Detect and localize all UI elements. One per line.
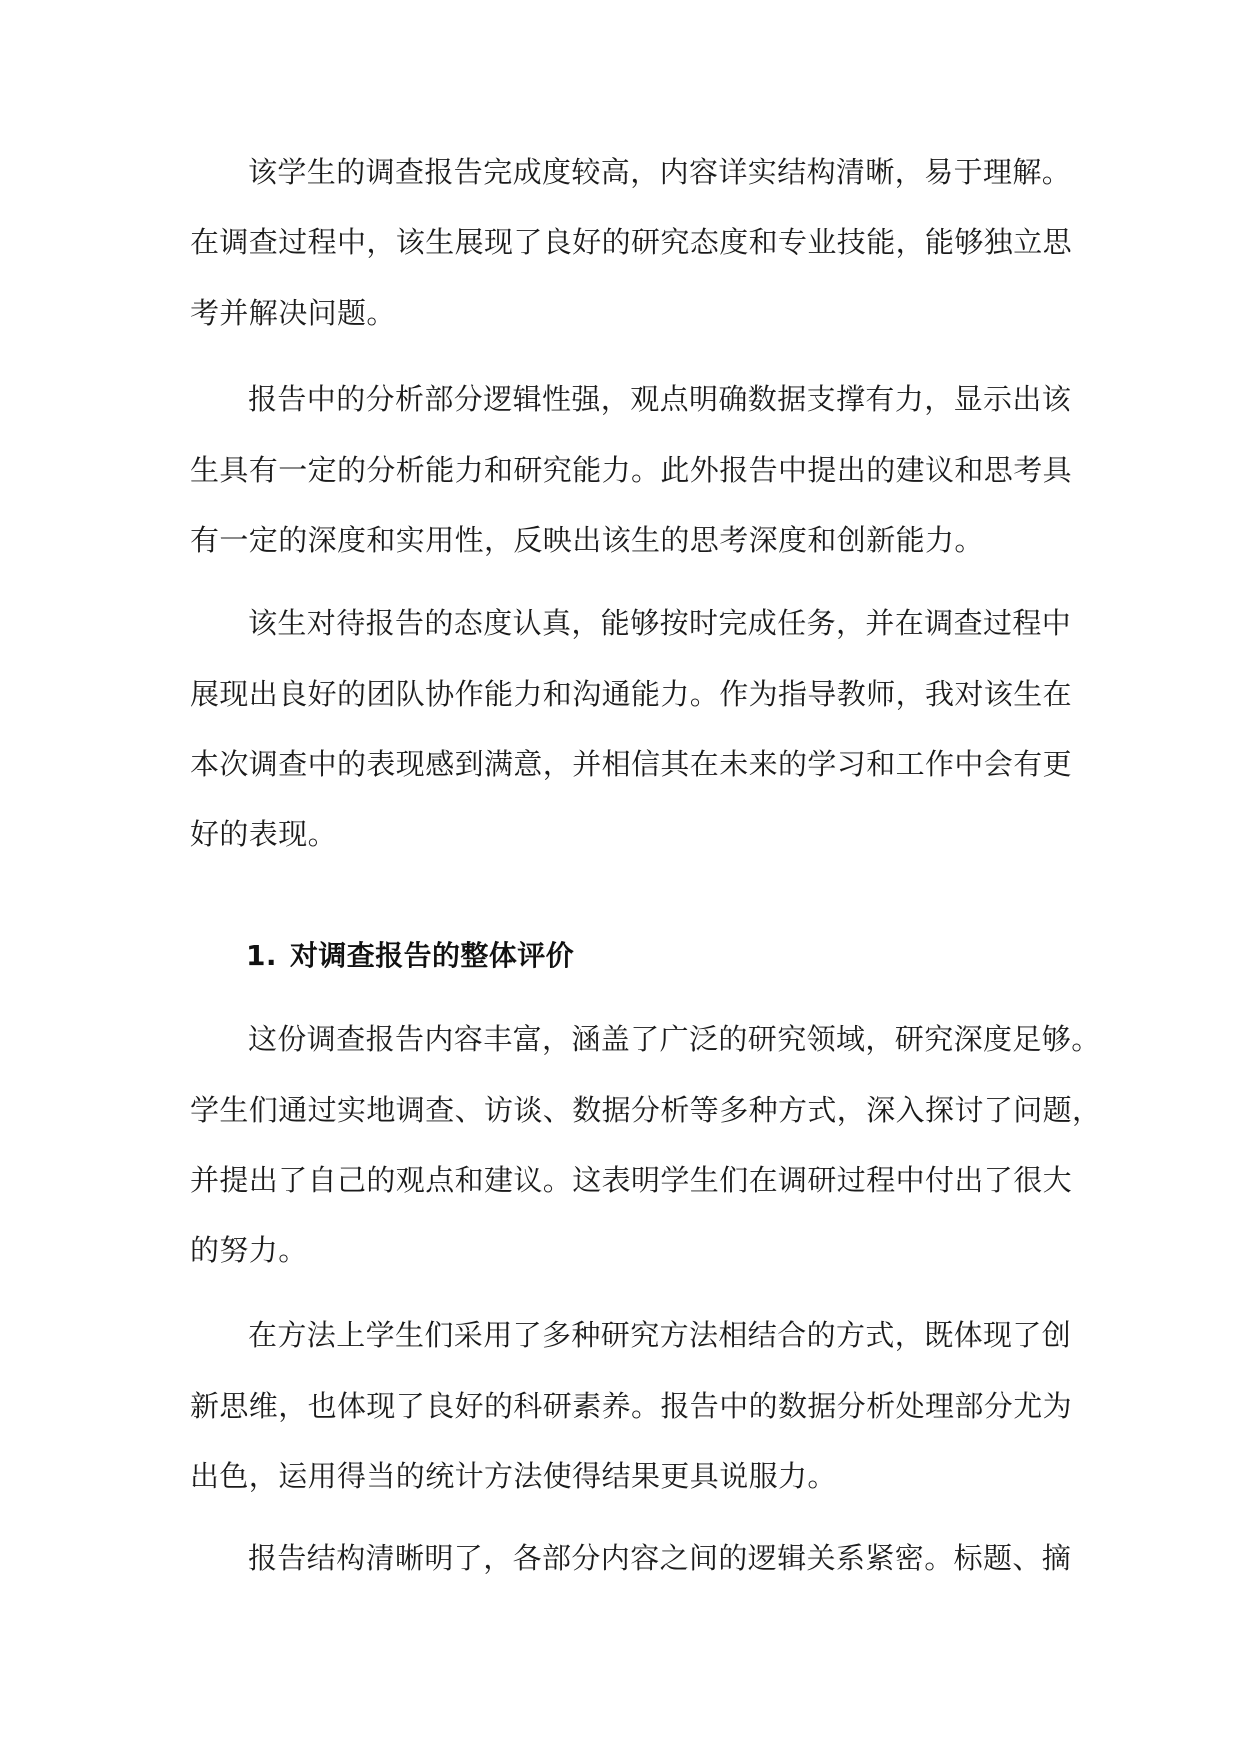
paragraph-3-line-4: 好的表现。 bbox=[190, 817, 338, 851]
paragraph-1-line-2: 在调查过程中，该生展现了良好的研究态度和专业技能，能够独立思 bbox=[190, 225, 1073, 259]
section-paragraph-1-line-1: 这份调查报告内容丰富，涵盖了广泛的研究领域，研究深度足够。 bbox=[248, 1022, 1101, 1056]
paragraph-2-line-3: 有一定的深度和实用性，反映出该生的思考深度和创新能力。 bbox=[190, 523, 984, 557]
section-paragraph-2-line-1: 在方法上学生们采用了多种研究方法相结合的方式，既体现了创 bbox=[248, 1318, 1072, 1352]
paragraph-1-line-1: 该学生的调查报告完成度较高，内容详实结构清晰，易于理解。 bbox=[248, 155, 1072, 189]
paragraph-1-line-3: 考并解决问题。 bbox=[190, 296, 396, 330]
section-paragraph-2-line-3: 出色，运用得当的统计方法使得结果更具说服力。 bbox=[190, 1459, 837, 1493]
section-paragraph-1-line-2: 学生们通过实地调查、访谈、数据分析等多种方式，深入探讨了问题， bbox=[190, 1093, 1102, 1127]
paragraph-3-line-3: 本次调查中的表现感到满意，并相信其在未来的学习和工作中会有更 bbox=[190, 747, 1073, 781]
section-paragraph-3-line-1: 报告结构清晰明了，各部分内容之间的逻辑关系紧密。标题、摘 bbox=[248, 1541, 1072, 1575]
paragraph-3-line-2: 展现出良好的团队协作能力和沟通能力。作为指导教师，我对该生在 bbox=[190, 677, 1073, 711]
section-paragraph-1-line-4: 的努力。 bbox=[190, 1233, 308, 1267]
paragraph-2-line-1: 报告中的分析部分逻辑性强，观点明确数据支撑有力，显示出该 bbox=[248, 382, 1072, 416]
paragraph-3-line-1: 该生对待报告的态度认真，能够按时完成任务，并在调查过程中 bbox=[248, 606, 1072, 640]
paragraph-2-line-2: 生具有一定的分析能力和研究能力。此外报告中提出的建议和思考具 bbox=[190, 453, 1073, 487]
section-title: 对调查报告的整体评价 bbox=[290, 939, 575, 972]
section-number: 1. bbox=[246, 939, 277, 972]
section-paragraph-1-line-3: 并提出了自己的观点和建议。这表明学生们在调研过程中付出了很大 bbox=[190, 1163, 1073, 1197]
section-heading bbox=[246, 936, 574, 976]
section-paragraph-2-line-2: 新思维，也体现了良好的科研素养。报告中的数据分析处理部分尤为 bbox=[190, 1389, 1073, 1423]
